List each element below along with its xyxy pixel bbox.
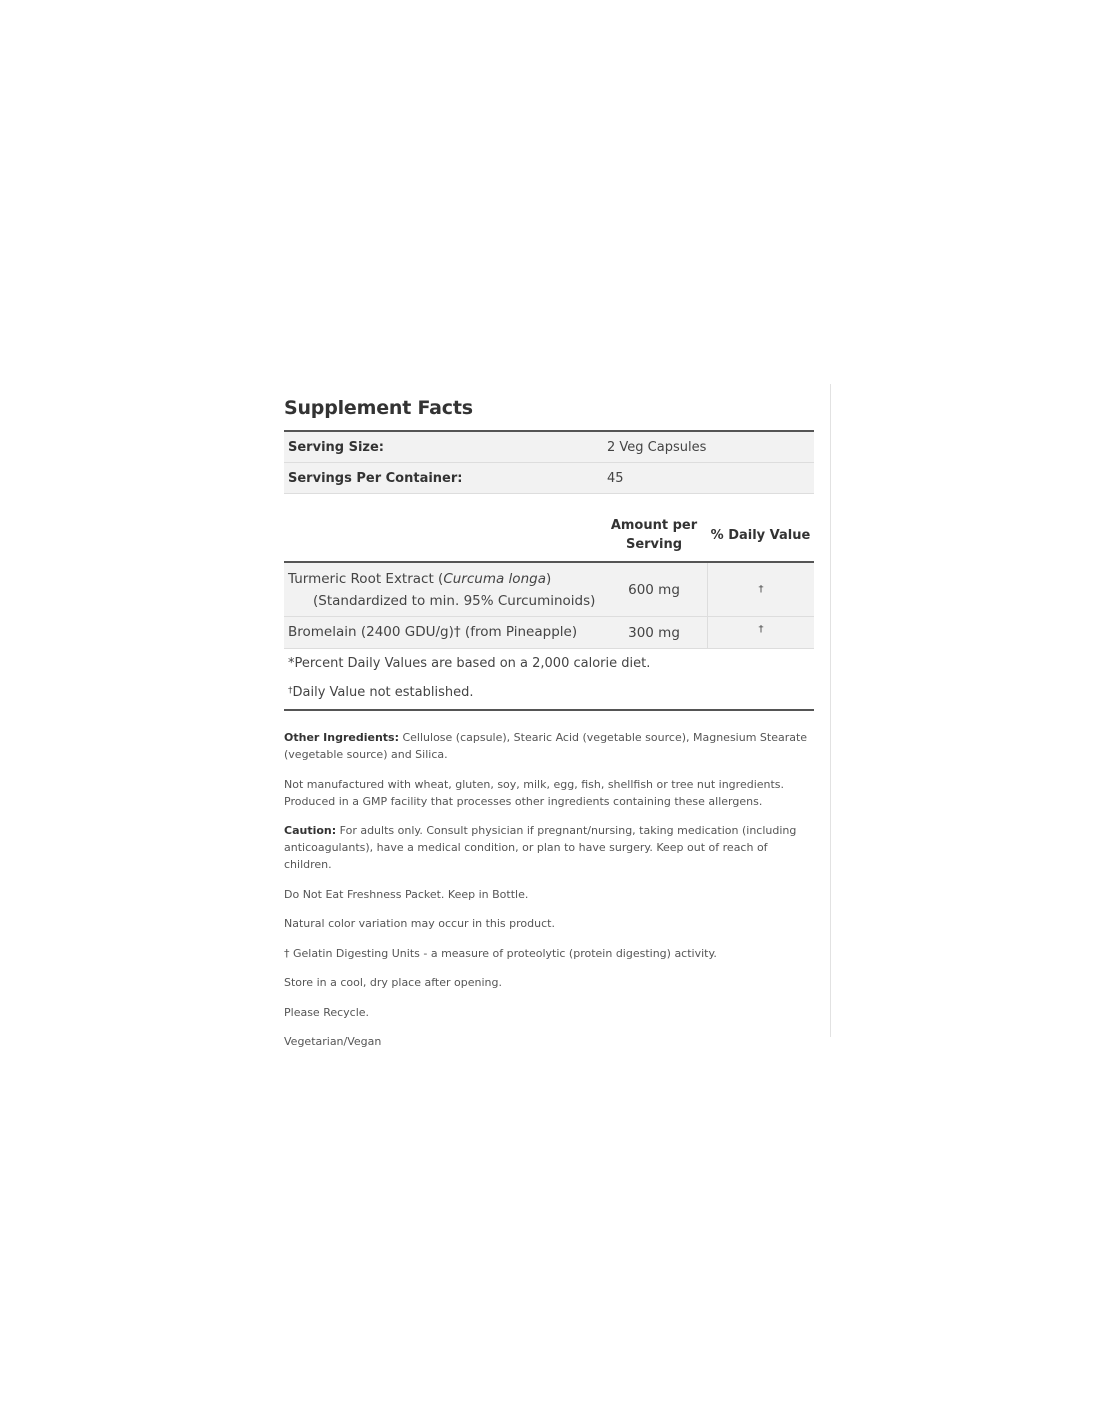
- nutrient-daily-value: †: [758, 624, 764, 635]
- nutrient-name: [284, 563, 601, 616]
- serving-size-row: [284, 432, 814, 462]
- serving-size-label: Serving Size:: [288, 439, 385, 455]
- allergen-statement: Not manufactured with wheat, gluten, soy, milk, egg, fish, shellfish or tree nut ingredients. Produced in a GMP facility that processes other ingredients containing these allergens.: [284, 777, 785, 808]
- other-ingredients-text: Cellulose (capsule), Stearic Acid (vegetable source), Magnesium Stearate (vegetable source) and Silica.: [284, 731, 808, 761]
- nutrient-row-turmeric: [284, 563, 814, 617]
- not-established-footnote: [284, 678, 814, 707]
- dagger-mark: †: [288, 686, 293, 696]
- nutrient-daily-value: †: [758, 584, 764, 595]
- color-variation-note: Natural color variation may occur in this product.: [284, 917, 555, 930]
- nutrient-standardization: (Standardized to min. 95% Curcuminoids): [313, 593, 596, 609]
- nutrient-row-bromelain: [284, 617, 814, 649]
- nutrient-table-header: [284, 513, 814, 563]
- nutrient-amount: 600 mg: [601, 563, 708, 616]
- daily-value-header: % Daily Value: [710, 528, 811, 543]
- recycle-note: Please Recycle.: [284, 1005, 370, 1019]
- gdu-note: † Gelatin Digesting Units - a measure of proteolytic (protein digesting) activity.: [284, 946, 717, 960]
- nutrient-amount: 300 mg: [601, 617, 708, 648]
- nutrient-name-header: [284, 513, 601, 561]
- nutrient-name: Bromelain (2400 GDU/g)† (from Pineapple): [288, 624, 578, 640]
- serving-table: [284, 430, 814, 494]
- servings-per-container-value: 45: [607, 470, 624, 486]
- amount-header-line2: Serving: [625, 537, 683, 552]
- nutrient-latin-name: Curcuma longa: [443, 571, 546, 587]
- freshness-note: Do Not Eat Freshness Packet. Keep in Bottle.: [284, 887, 529, 901]
- amount-header-line1: Amount per: [610, 518, 698, 533]
- nutrient-name-line: [288, 568, 601, 590]
- vegan-note: Vegetarian/Vegan: [284, 1035, 382, 1048]
- page-title: Supplement Facts: [284, 397, 473, 419]
- other-ingredients: [284, 729, 814, 763]
- other-ingredients-label: Other Ingredients:: [284, 731, 399, 744]
- caution-statement: [284, 822, 814, 873]
- amount-per-serving-header: [601, 513, 707, 561]
- not-established-text: Daily Value not established.: [292, 685, 474, 700]
- right-divider: [830, 384, 831, 1037]
- caution-text: For adults only. Consult physician if pregnant/nursing, taking medication (including anticoagulants), have a medical condition, or plan to have surgery. Keep out of reach of children.: [284, 824, 797, 871]
- serving-size-value: 2 Veg Capsules: [607, 439, 707, 455]
- nutrient-name-prefix: Turmeric Root Extract (: [288, 571, 444, 587]
- percent-daily-footnote: *Percent Daily Values are based on a 2,000 calorie diet.: [288, 656, 651, 671]
- product-notes: [284, 711, 814, 1050]
- servings-per-container-row: [284, 462, 814, 493]
- servings-per-container-label: Servings Per Container:: [288, 470, 463, 486]
- nutrient-name-suffix: ): [545, 571, 552, 587]
- supplement-facts-panel: [284, 384, 814, 1063]
- caution-label: Caution:: [284, 824, 337, 837]
- storage-note: Store in a cool, dry place after opening.: [284, 976, 502, 989]
